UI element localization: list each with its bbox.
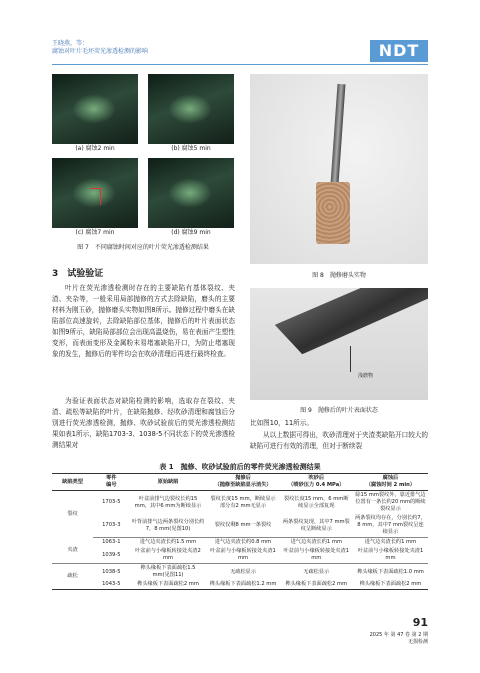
cell: 叶盆前与小缘板转接处夹渣1 mm bbox=[353, 547, 428, 564]
th-type: 缺陷类型 bbox=[52, 474, 93, 491]
th-blast: 吹砂后 （喷砂压力 0.4 MPa） bbox=[280, 474, 353, 491]
figure-9-photo bbox=[250, 288, 428, 400]
fig7-panel-b bbox=[148, 74, 234, 154]
th-polish: 抛修后 （抛修至缺陷显示消失） bbox=[207, 474, 280, 491]
cell-type: 疏松 bbox=[52, 564, 93, 590]
cell: 榫头缘板下表面疏松2 mm bbox=[353, 580, 428, 590]
fig7-photo-a bbox=[52, 74, 138, 144]
table-row bbox=[52, 564, 428, 581]
cell: 叶盆前与小缘板转接处夹渣1 mm bbox=[207, 547, 280, 564]
cell: 榫头缘板下表面疏松1.0 mm bbox=[357, 568, 424, 575]
table-row bbox=[52, 580, 428, 590]
paragraph-3: 比如图10，11所示。 bbox=[250, 419, 313, 427]
cell-id: 1038-5 bbox=[102, 568, 121, 575]
figure-7 bbox=[52, 74, 234, 251]
paragraph-4: 从以上数据可得出，吹砂清理对于夹渣类缺陷开口较大的缺陷可进行有效的清理，但对于断续裂 bbox=[250, 431, 428, 450]
cell-id: 1703-5 bbox=[102, 499, 121, 505]
cell-id: 1039-5 bbox=[93, 547, 129, 564]
cell: 裂纹仅剩8 mm一条裂纹 bbox=[207, 514, 280, 538]
fig7-photo-c bbox=[52, 158, 138, 228]
table-row bbox=[52, 514, 428, 538]
fig7-label-a: (a) 腐蚀2 min bbox=[75, 145, 115, 152]
table-1-caption: 表 1 抛修、吹砂试验前后的零件荧光渗透检测结果 bbox=[159, 463, 321, 471]
table-header-row bbox=[52, 474, 428, 491]
fig7-photo-b bbox=[148, 74, 234, 144]
header-rule bbox=[52, 64, 428, 65]
figure-8-photo bbox=[250, 74, 428, 264]
cell-id: 1063-1 bbox=[102, 539, 121, 545]
cell-id: 1043-5 bbox=[93, 580, 129, 590]
cell: 除15 mm裂纹外，靠近排气边位置有一条长约20 mm的断续裂纹显示 bbox=[355, 492, 426, 512]
fig7-panel-a bbox=[52, 74, 138, 154]
blade-surface bbox=[270, 288, 428, 359]
fig7-label-d: (d) 腐蚀9 min bbox=[171, 229, 211, 236]
running-header bbox=[52, 40, 148, 56]
cell: 裂纹长度15 mm，断续显示部分有2 mm无显示 bbox=[210, 495, 276, 509]
header-authors: 王晓燕，等： bbox=[52, 40, 89, 47]
fig7-label-b: (b) 腐蚀5 min bbox=[171, 145, 211, 152]
cell: 榫头缘板下表面疏松1.2 mm bbox=[207, 580, 280, 590]
th-id: 零件 编号 bbox=[93, 474, 129, 491]
paragraph-1: 叶片在荧光渗透检测时存在的主要缺陷有基体裂纹、夹渣、夹杂等，一般采用局部抛修的方式去除缺陷，磨头的主要材料为刚玉砂，抛修磨头实物如图8所示。抛修过程中磨头在缺陷部位高速旋转，去除缺陷部位基体，抛修后的叶片表面状态如图9所示，缺陷局部部位会出现高温烧伤，易在表面产生塑性变形，而表面变形及金属粉末易堵塞缺陷开口，为防止堵塞现象的发生，抛修后的零件均会在吹砂清理后再进行最终检查。 bbox=[52, 284, 235, 358]
table-row bbox=[52, 538, 428, 548]
th-etch: 腐蚀后 （腐蚀时间 2 min） bbox=[353, 474, 428, 491]
cell-id: 1703-3 bbox=[93, 514, 129, 538]
cell: 裂纹长度15 mm，6 mm断续显示全部复现 bbox=[284, 495, 349, 509]
cell-type: 裂纹 bbox=[67, 510, 78, 517]
cell: 叶盆前与小缘板转接处夹渣2 mm bbox=[130, 547, 207, 564]
cell: 叶背前排气边两条裂纹分别长约7，8 mm(见图10) bbox=[130, 514, 207, 538]
fig8-caption: 图 8 抛修磨头实物 bbox=[312, 272, 366, 279]
cell: 无疏松显示 bbox=[230, 568, 257, 575]
grinding-tool-head bbox=[316, 182, 350, 244]
header-title: 腐蚀对叶片毛坯荧光渗透检测的影响 bbox=[52, 48, 149, 55]
cell: 进气边夹渣长约1 mm bbox=[290, 539, 342, 545]
table-1 bbox=[52, 473, 428, 590]
journal-logo: NDT bbox=[370, 40, 428, 62]
fig7-panel-d bbox=[148, 158, 234, 238]
cell: 榫头缘板下表面疏松2 mm bbox=[130, 580, 207, 590]
cell: 进气边夹渣长约1 mm bbox=[364, 539, 417, 545]
grinding-tool-shaft bbox=[331, 84, 346, 184]
cell: 进气边夹渣长约1.5 mm bbox=[139, 539, 197, 545]
paragraph-2: 为验证表面状态对缺陷检测的影响，选取存在裂纹、夹渣、疏松等缺陷的叶片，在缺陷抛修、经吹砂清理和腐蚀后分别进行荧光渗透检测，抛修、吹砂试验前后的荧光渗透检测结果如表1所示，缺陷1703-3、1038-5不同状态下的荧光渗透检测结果对 bbox=[52, 397, 235, 449]
journal-info bbox=[370, 632, 428, 646]
table-row bbox=[52, 491, 428, 515]
fig7-photo-d bbox=[148, 158, 234, 228]
fig7-panel-c bbox=[52, 158, 138, 238]
journal-issue: 2025 年 第 47 卷 第 2 期 bbox=[369, 632, 428, 638]
fig7-label-c: (c) 腐蚀7 min bbox=[75, 229, 115, 236]
journal-name: 无损检测 bbox=[407, 639, 428, 645]
section-heading: 3 试验验证 bbox=[52, 269, 104, 279]
cell: 榫头缘板下表面疏松2 mm bbox=[280, 580, 353, 590]
cell: 榫头缘板下表面疏松1.5 mm(见图11) bbox=[140, 565, 196, 578]
cell: 叶盆前排气边裂纹长约15 mm，其中6 mm为断续显示 bbox=[134, 495, 202, 509]
page-number: 91 bbox=[412, 616, 428, 629]
fig9-callout: 浅磨物 bbox=[358, 373, 374, 379]
fig9-caption: 图 9 抛修后的叶片表面状态 bbox=[300, 407, 378, 414]
cell-type: 夹渣 bbox=[52, 538, 93, 564]
table-row bbox=[52, 547, 428, 564]
cell: 无疏松显示 bbox=[303, 568, 330, 575]
cell: 进气边夹渣长约0.8 mm bbox=[214, 539, 272, 545]
th-original: 原始缺陷 bbox=[130, 474, 207, 491]
fig7-caption: 图 7 不同腐蚀时间对应的叶片荧光渗透检测结果 bbox=[77, 244, 209, 251]
cell: 两条裂纹复现，其中7 mm裂纹呈断续显示 bbox=[280, 514, 353, 538]
cell: 两条裂纹均存在，分别长约7，8 mm，其中7 mm裂纹呈连续显示 bbox=[353, 514, 428, 538]
cell: 叶盆前与小缘板转接处夹渣1 mm bbox=[280, 547, 353, 564]
callout-line bbox=[350, 346, 351, 372]
